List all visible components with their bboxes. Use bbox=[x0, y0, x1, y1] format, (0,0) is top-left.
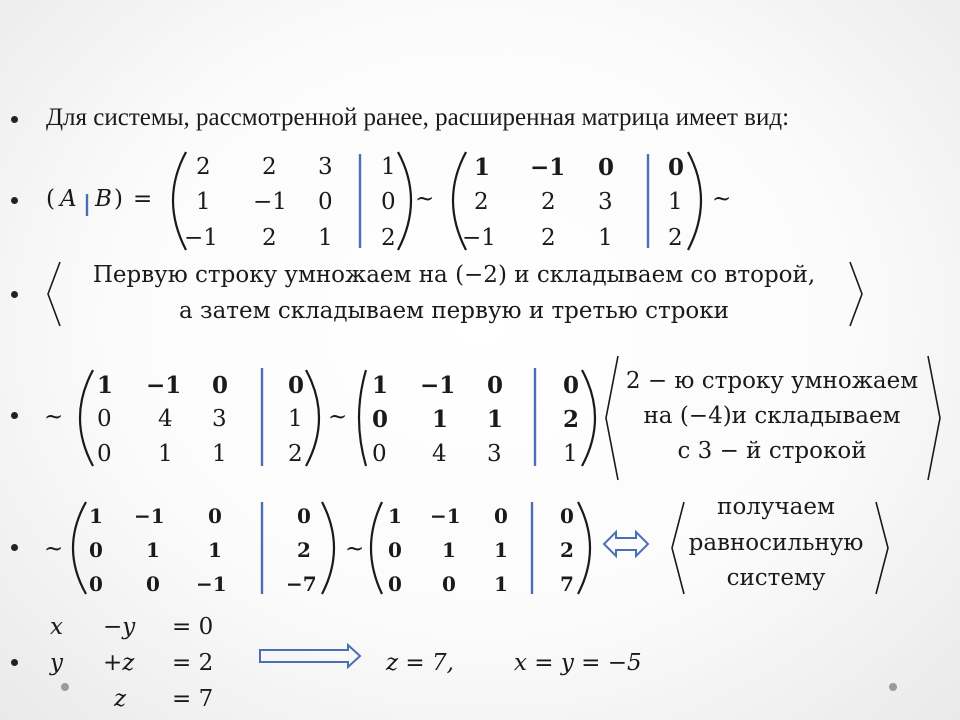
matrix-cell: 0 bbox=[288, 372, 305, 399]
matrix-cell: 2 bbox=[541, 189, 556, 215]
matrix-cell: 0 bbox=[97, 406, 112, 432]
matrix-cell: 0 bbox=[212, 372, 229, 399]
answer-xy: x = y = −5 bbox=[514, 650, 642, 676]
angle-bracket-right bbox=[928, 356, 940, 480]
right-paren bbox=[306, 370, 319, 466]
matrix-cell: −1 bbox=[134, 504, 165, 528]
angle-bracket-right bbox=[876, 502, 888, 594]
matrix-cell: 1 bbox=[208, 538, 222, 562]
intro-text: Для системы, рассмотренной ранее, расширенная матрица имеет вид: bbox=[46, 104, 790, 131]
lhs-close-paren: ) bbox=[114, 186, 123, 212]
tilde: ~ bbox=[712, 186, 732, 212]
matrix-cell: −1 bbox=[420, 372, 456, 399]
right-paren bbox=[578, 502, 590, 594]
matrix-cell: 4 bbox=[158, 406, 173, 432]
matrix-cell: −1 bbox=[196, 572, 227, 596]
matrix-cell: 1 bbox=[381, 154, 396, 180]
matrix-cell: 1 bbox=[487, 406, 504, 433]
matrix-cell: 0 bbox=[388, 538, 402, 562]
right-paren bbox=[582, 370, 595, 466]
matrix-cell: 0 bbox=[318, 189, 333, 215]
matrix-cell: −1 bbox=[253, 189, 287, 215]
matrix-cell: 0 bbox=[89, 572, 103, 596]
matrix-cell: 0 bbox=[442, 572, 456, 596]
left-paren bbox=[173, 152, 186, 250]
matrix-cell: 0 bbox=[372, 406, 389, 433]
eq-rhs: = 0 bbox=[172, 614, 214, 640]
matrix-cell: 0 bbox=[297, 504, 311, 528]
matrix-cell: 1 bbox=[442, 538, 456, 562]
matrix-cell: 0 bbox=[372, 441, 387, 467]
matrix-cell: 0 bbox=[598, 154, 615, 181]
matrix-cell: 0 bbox=[381, 189, 396, 215]
matrix-cell: 0 bbox=[97, 441, 112, 467]
comment-3-line-3: систему bbox=[726, 565, 826, 591]
eq-var: x bbox=[50, 614, 63, 640]
matrix-cell: −1 bbox=[146, 372, 182, 399]
right-paren bbox=[398, 152, 411, 250]
matrix-cell: 1 bbox=[668, 189, 683, 215]
eq-rhs: = 2 bbox=[172, 650, 214, 676]
matrix-cell: 0 bbox=[388, 572, 402, 596]
matrix-cell: 1 bbox=[318, 225, 333, 251]
matrix-cell: 0 bbox=[494, 504, 508, 528]
comment-2-line-3: с 3 − й строкой bbox=[677, 438, 867, 464]
matrix-cell: 1 bbox=[89, 504, 103, 528]
matrix-cell: 3 bbox=[318, 154, 333, 180]
matrix-cell: 0 bbox=[563, 372, 580, 399]
left-paren bbox=[73, 502, 86, 594]
matrix-cell: 1 bbox=[494, 538, 508, 562]
matrix-cell: 1 bbox=[146, 538, 160, 562]
matrix-cell: −1 bbox=[184, 225, 218, 251]
matrix-cell: 0 bbox=[89, 538, 103, 562]
matrix-cell: −1 bbox=[430, 504, 461, 528]
matrix-cell: 2 bbox=[541, 225, 556, 251]
matrix-cell: 2 bbox=[262, 225, 277, 251]
matrix-cell: 1 bbox=[288, 406, 303, 432]
matrix-cell: 3 bbox=[598, 189, 613, 215]
matrix-cell: −7 bbox=[286, 572, 317, 596]
comment-1-line-1: Первую строку умножаем на (−2) и складываем со второй, bbox=[92, 262, 816, 288]
comment-3-line-2: равносильную bbox=[688, 530, 864, 556]
matrix-cell: 2 bbox=[288, 441, 303, 467]
angle-bracket-right bbox=[850, 262, 862, 326]
matrix-cell: 2 bbox=[560, 538, 574, 562]
matrix-cell: 2 bbox=[668, 225, 683, 251]
angle-bracket-left bbox=[606, 356, 618, 480]
lhs-equals: = bbox=[133, 186, 153, 212]
tilde: ~ bbox=[44, 404, 64, 430]
comment-2-line-1: 2 − ю строку умножаем bbox=[625, 368, 919, 394]
matrix-cell: 2 bbox=[381, 225, 396, 251]
eq-var: +z bbox=[103, 650, 135, 676]
matrix-cell: 0 bbox=[668, 154, 685, 181]
matrix-cell: 1 bbox=[97, 372, 114, 399]
right-paren bbox=[688, 152, 701, 250]
matrix-cell: 3 bbox=[212, 406, 227, 432]
matrix-cell: 1 bbox=[494, 572, 508, 596]
matrix-cell: −1 bbox=[462, 225, 496, 251]
matrix-cell: 1 bbox=[563, 441, 578, 467]
comment-3-line-1: получаем bbox=[717, 494, 835, 520]
matrix-cell: 2 bbox=[297, 538, 311, 562]
matrix-cell: 0 bbox=[146, 572, 160, 596]
eq-rhs: = 7 bbox=[172, 686, 214, 712]
right-paren bbox=[322, 502, 334, 594]
comment-2-line-2: на (−4)и складываем bbox=[643, 403, 901, 429]
lhs-matrix-b: B bbox=[95, 186, 112, 212]
lhs-open-paren: ( bbox=[46, 186, 55, 212]
angle-bracket-left bbox=[672, 502, 684, 594]
matrix-cell: 2 bbox=[262, 154, 277, 180]
matrix-cell: 2 bbox=[474, 189, 489, 215]
tilde: ~ bbox=[415, 186, 435, 212]
left-paren bbox=[371, 502, 382, 594]
matrix-cell: 7 bbox=[560, 572, 574, 596]
matrix-cell: 1 bbox=[474, 154, 491, 181]
eq-var: z bbox=[114, 686, 127, 712]
matrix-cell: 1 bbox=[212, 441, 227, 467]
matrix-cell: 2 bbox=[563, 406, 580, 433]
matrix-cell: 1 bbox=[598, 225, 613, 251]
tilde: ~ bbox=[328, 404, 348, 430]
matrix-cell: 0 bbox=[560, 504, 574, 528]
double-arrow-icon bbox=[604, 532, 648, 556]
eq-var: y bbox=[50, 650, 63, 676]
matrix-cell: 1 bbox=[158, 441, 173, 467]
left-paren bbox=[453, 152, 466, 250]
answer-z: z = 7, bbox=[386, 650, 454, 676]
tilde: ~ bbox=[44, 536, 64, 562]
implication-arrow-icon bbox=[260, 645, 360, 667]
matrix-cell: 1 bbox=[388, 504, 402, 528]
matrix-cell: 3 bbox=[487, 441, 502, 467]
matrix-cell: 0 bbox=[208, 504, 222, 528]
tilde: ~ bbox=[345, 536, 365, 562]
matrix-cell: 2 bbox=[196, 154, 211, 180]
matrix-cell: 1 bbox=[196, 189, 211, 215]
left-paren bbox=[80, 370, 93, 466]
angle-bracket-left bbox=[48, 262, 60, 326]
lhs-matrix-a: A bbox=[60, 186, 77, 212]
eq-var: −y bbox=[103, 614, 136, 640]
matrix-cell: 1 bbox=[432, 406, 449, 433]
matrix-cell: 4 bbox=[432, 441, 447, 467]
matrix-cell: −1 bbox=[530, 154, 566, 181]
comment-1-line-2: а затем складываем первую и третью строки bbox=[179, 298, 729, 324]
matrix-cell: 0 bbox=[487, 372, 504, 399]
matrix-cell: 1 bbox=[372, 372, 389, 399]
left-paren bbox=[359, 370, 366, 466]
